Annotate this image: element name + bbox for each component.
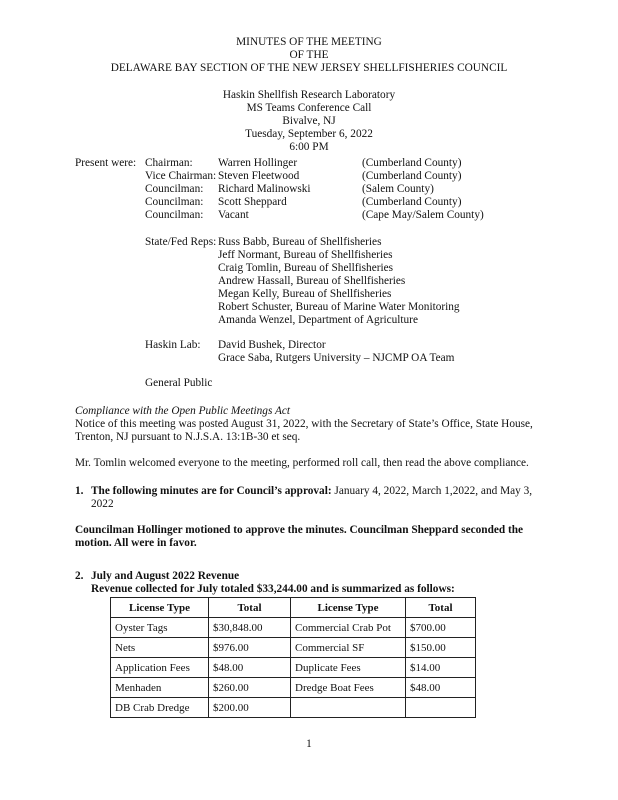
header-time: 6:00 PM — [289, 141, 329, 153]
table-header-cell: Total — [406, 598, 476, 618]
general-public: General Public — [145, 377, 213, 389]
state-reps-label: State/Fed Reps: — [145, 236, 217, 248]
member-name: Warren Hollinger — [218, 157, 298, 169]
haskin-member: Grace Saba, Rutgers University – NJCMP OA Team — [218, 352, 455, 364]
page-number: 1 — [306, 738, 312, 750]
member-title: Councilman: — [145, 196, 204, 208]
table-cell: $48.00 — [209, 658, 291, 678]
state-rep: Craig Tomlin, Bureau of Shellfisheries — [218, 262, 394, 274]
table-row — [111, 658, 476, 678]
table-cell: $14.00 — [406, 658, 476, 678]
header-date: Tuesday, September 6, 2022 — [245, 128, 373, 140]
member-row — [0, 209, 618, 222]
item1-text — [91, 485, 532, 498]
table-cell: DB Crab Dredge — [111, 698, 209, 718]
haskin-label: Haskin Lab: — [145, 339, 201, 351]
member-title: Councilman: — [145, 209, 204, 221]
header-location-2: MS Teams Conference Call — [246, 102, 372, 114]
table-cell: $260.00 — [209, 678, 291, 698]
state-rep: Amanda Wenzel, Department of Agriculture — [218, 314, 418, 326]
item2-number: 2. — [75, 570, 84, 582]
table-header-cell: License Type — [291, 598, 406, 618]
table-cell: $700.00 — [406, 618, 476, 638]
member-name: Scott Sheppard — [218, 196, 287, 208]
motion-line1: Councilman Hollinger motioned to approve the minutes. Councilman Sheppard seconded the — [75, 524, 524, 536]
table-row — [111, 618, 476, 638]
member-name: Steven Fleetwood — [218, 170, 300, 182]
state-rep: Megan Kelly, Bureau of Shellfisheries — [218, 288, 392, 300]
table-cell: Dredge Boat Fees — [291, 678, 406, 698]
table-cell: $200.00 — [209, 698, 291, 718]
member-row — [0, 170, 618, 183]
table-cell: Duplicate Fees — [291, 658, 406, 678]
member-title: Chairman: — [145, 157, 193, 169]
item1-number: 1. — [75, 485, 84, 497]
table-header-row — [111, 598, 476, 618]
present-label: Present were: — [75, 157, 137, 169]
member-row — [0, 183, 618, 196]
header-location-3: Bivalve, NJ — [282, 115, 336, 127]
table-cell: Application Fees — [111, 658, 209, 678]
table-cell: $48.00 — [406, 678, 476, 698]
state-rep: Russ Babb, Bureau of Shellfisheries — [218, 236, 382, 248]
state-rep: Robert Schuster, Bureau of Marine Water Monitoring — [218, 301, 460, 313]
table-cell — [406, 698, 476, 718]
header-location-1: Haskin Shellfish Research Laboratory — [222, 89, 396, 101]
state-rep: Jeff Normant, Bureau of Shellfisheries — [218, 249, 393, 261]
member-name: Vacant — [218, 209, 249, 221]
table-cell: $976.00 — [209, 638, 291, 658]
table-cell: $150.00 — [406, 638, 476, 658]
member-county: (Salem County) — [362, 183, 434, 195]
state-rep: Andrew Hassall, Bureau of Shellfisheries — [218, 275, 406, 287]
member-title: Councilman: — [145, 183, 204, 195]
compliance-text-line2: Trenton, NJ pursuant to N.J.S.A. 13:1B-30 et seq. — [75, 431, 301, 443]
member-county: (Cumberland County) — [362, 170, 462, 182]
member-title: Vice Chairman: — [145, 170, 217, 182]
welcome-text: Mr. Tomlin welcomed everyone to the meeting, performed roll call, then read the above compliance. — [75, 457, 529, 469]
member-county: (Cumberland County) — [362, 196, 462, 208]
item1-dates-cont: 2022 — [91, 498, 114, 510]
item1-bold-text: The following minutes are for Council’s approval: — [91, 485, 332, 497]
table-cell: Menhaden — [111, 678, 209, 698]
table-cell: Nets — [111, 638, 209, 658]
item1-dates: January 4, 2022, March 1,2022, and May 3, — [331, 485, 533, 497]
table-header-cell: License Type — [111, 598, 209, 618]
member-county: (Cumberland County) — [362, 157, 462, 169]
motion-line2: motion. All were in favor. — [75, 537, 197, 549]
revenue-summary: Revenue collected for July totaled $33,244.00 and is summarized as follows: — [91, 583, 455, 595]
header-title-line2: OF THE — [289, 49, 329, 61]
compliance-heading: Compliance with the Open Public Meetings Act — [75, 405, 291, 417]
member-row — [0, 157, 618, 170]
header-title-line3: DELAWARE BAY SECTION OF THE NEW JERSEY SHELLFISHERIES COUNCIL — [110, 62, 508, 74]
table-cell — [291, 698, 406, 718]
haskin-member: David Bushek, Director — [218, 339, 326, 351]
table-row — [111, 638, 476, 658]
table-cell: Oyster Tags — [111, 618, 209, 638]
table-row — [111, 678, 476, 698]
member-row — [0, 196, 618, 209]
table-cell: Commercial SF — [291, 638, 406, 658]
table-row — [111, 698, 476, 718]
member-name: Richard Malinowski — [218, 183, 311, 195]
table-cell: Commercial Crab Pot — [291, 618, 406, 638]
header-title-line1: MINUTES OF THE MEETING — [236, 36, 382, 48]
table-cell: $30,848.00 — [209, 618, 291, 638]
member-county: (Cape May/Salem County) — [362, 209, 484, 221]
revenue-table — [110, 597, 476, 718]
item2-title: July and August 2022 Revenue — [91, 570, 240, 582]
table-header-cell: Total — [209, 598, 291, 618]
compliance-text-line1: Notice of this meeting was posted August 31, 2022, with the Secretary of State’s Office, State House, — [75, 418, 533, 430]
